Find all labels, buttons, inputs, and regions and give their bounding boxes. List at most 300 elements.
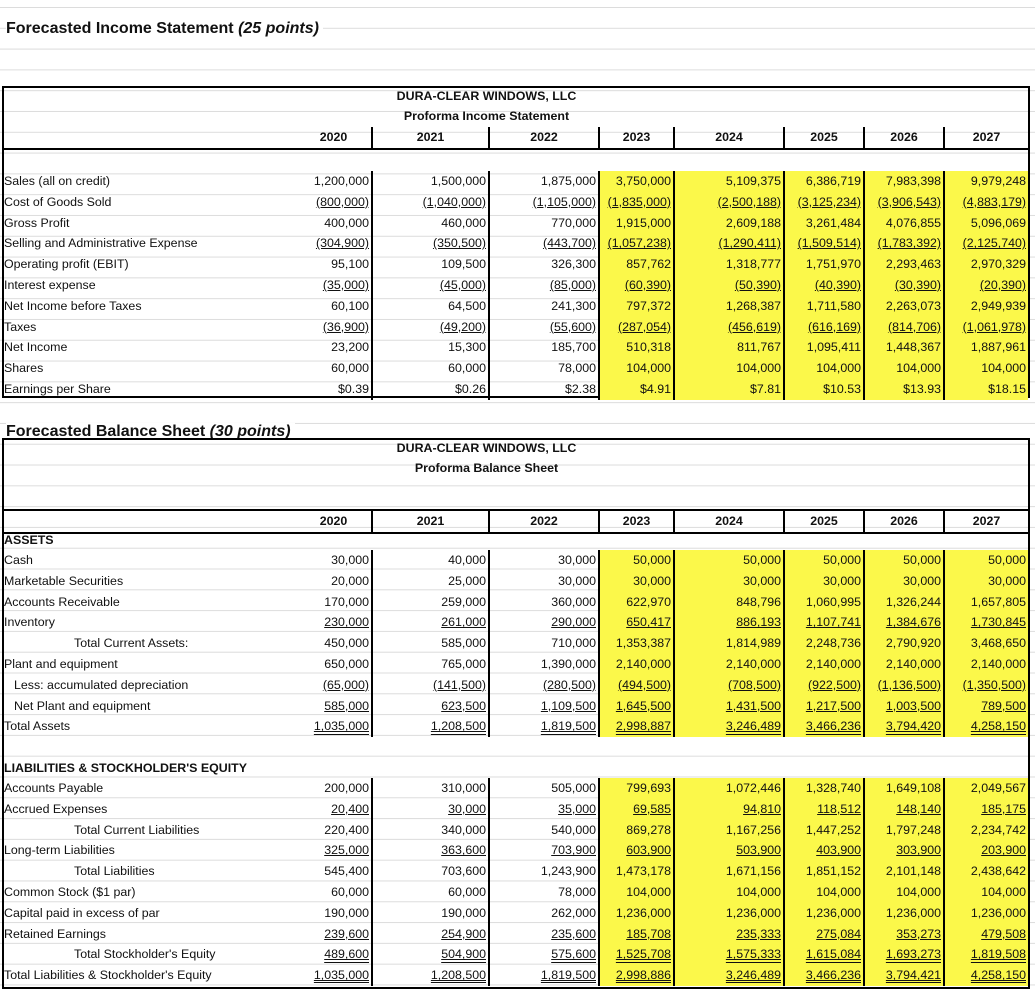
value-cell[interactable] <box>945 317 1028 338</box>
value-cell[interactable] <box>865 799 945 820</box>
value-cell[interactable] <box>675 612 785 633</box>
value-cell[interactable] <box>296 571 373 592</box>
value-cell[interactable] <box>865 275 945 296</box>
value-cell[interactable] <box>373 778 490 799</box>
value-text: 1,431,500 <box>725 698 781 713</box>
value-cell[interactable] <box>600 337 675 358</box>
value-cell[interactable] <box>490 799 600 820</box>
value-text: 1,671,156 <box>725 864 781 879</box>
value-cell[interactable] <box>785 379 865 400</box>
value-cell[interactable] <box>675 275 785 296</box>
value-cell[interactable] <box>945 778 1028 799</box>
value-cell[interactable] <box>490 903 600 924</box>
value-cell[interactable] <box>600 592 675 613</box>
value-cell[interactable] <box>675 882 785 903</box>
value-text: 1,797,248 <box>885 822 941 837</box>
value-cell[interactable] <box>600 716 675 737</box>
value-text: 30,000 <box>558 553 596 567</box>
value-text: 1,003,500 <box>885 698 941 713</box>
value-cell[interactable] <box>675 696 785 717</box>
value-cell[interactable] <box>600 924 675 945</box>
value-cell[interactable] <box>945 696 1028 717</box>
value-cell[interactable] <box>296 550 373 571</box>
value-cell[interactable] <box>785 633 865 654</box>
value-cell[interactable] <box>296 233 373 254</box>
value-cell[interactable] <box>785 944 865 965</box>
value-cell[interactable] <box>296 213 373 234</box>
value-cell[interactable] <box>785 317 865 338</box>
value-cell[interactable] <box>945 861 1028 882</box>
value-cell[interactable] <box>785 924 865 945</box>
value-cell[interactable] <box>296 944 373 965</box>
value-cell[interactable] <box>490 233 600 254</box>
value-cell[interactable] <box>785 903 865 924</box>
value-cell[interactable] <box>865 861 945 882</box>
value-cell[interactable] <box>785 654 865 675</box>
value-cell[interactable] <box>373 903 490 924</box>
value-cell[interactable] <box>945 944 1028 965</box>
value-cell[interactable] <box>373 799 490 820</box>
value-cell[interactable] <box>785 213 865 234</box>
value-cell[interactable] <box>296 716 373 737</box>
value-cell[interactable] <box>865 171 945 192</box>
value-text: 170,000 <box>324 594 369 609</box>
value-cell[interactable] <box>675 550 785 571</box>
value-cell[interactable] <box>675 337 785 358</box>
value-cell[interactable] <box>600 944 675 965</box>
value-text: 118,512 <box>817 801 861 816</box>
value-text: 60,000 <box>448 885 486 899</box>
value-cell[interactable] <box>945 882 1028 903</box>
value-cell[interactable] <box>296 612 373 633</box>
value-cell[interactable] <box>490 592 600 613</box>
value-cell[interactable] <box>296 675 373 696</box>
value-text: 94,810 <box>743 801 781 816</box>
value-cell[interactable] <box>373 612 490 633</box>
value-cell[interactable] <box>945 675 1028 696</box>
value-cell[interactable] <box>296 861 373 882</box>
value-cell[interactable] <box>600 696 675 717</box>
value-cell[interactable] <box>785 550 865 571</box>
value-cell[interactable] <box>675 571 785 592</box>
value-cell[interactable] <box>373 379 490 400</box>
value-cell[interactable] <box>865 592 945 613</box>
value-cell[interactable] <box>785 275 865 296</box>
value-cell[interactable] <box>945 716 1028 737</box>
value-text: (45,000) <box>439 278 486 292</box>
value-cell[interactable] <box>373 358 490 379</box>
value-cell[interactable] <box>600 654 675 675</box>
value-text: 489,600 <box>324 947 369 962</box>
year-header: 2022 <box>490 511 600 532</box>
value-cell[interactable] <box>785 254 865 275</box>
value-cell[interactable] <box>865 696 945 717</box>
value-cell[interactable] <box>490 317 600 338</box>
value-cell[interactable] <box>490 924 600 945</box>
value-cell[interactable] <box>296 840 373 861</box>
value-cell[interactable] <box>490 633 600 654</box>
table-row <box>0 254 1030 275</box>
value-cell[interactable] <box>785 716 865 737</box>
value-cell[interactable] <box>373 592 490 613</box>
value-cell[interactable] <box>600 317 675 338</box>
value-cell[interactable] <box>865 965 945 986</box>
value-cell[interactable] <box>945 550 1028 571</box>
value-cell[interactable] <box>865 612 945 633</box>
value-cell[interactable] <box>373 861 490 882</box>
value-cell[interactable] <box>865 654 945 675</box>
value-cell[interactable] <box>373 965 490 986</box>
value-cell[interactable] <box>373 924 490 945</box>
table-row <box>0 592 1030 613</box>
value-cell[interactable] <box>785 571 865 592</box>
value-text: 60,000 <box>331 361 369 376</box>
value-cell[interactable] <box>373 233 490 254</box>
value-cell[interactable] <box>785 696 865 717</box>
value-cell[interactable] <box>600 799 675 820</box>
value-cell[interactable] <box>373 213 490 234</box>
value-cell[interactable] <box>373 696 490 717</box>
value-cell[interactable] <box>600 820 675 841</box>
value-cell[interactable] <box>296 358 373 379</box>
value-cell[interactable] <box>865 675 945 696</box>
value-text: 1,236,000 <box>615 905 671 920</box>
value-cell[interactable] <box>373 944 490 965</box>
value-cell[interactable] <box>945 192 1028 213</box>
table-row <box>0 903 1030 924</box>
value-cell[interactable] <box>490 840 600 861</box>
value-text: 6,386,719 <box>805 174 861 188</box>
value-cell[interactable] <box>865 317 945 338</box>
value-cell[interactable] <box>785 592 865 613</box>
value-cell[interactable] <box>675 379 785 400</box>
table-row <box>0 820 1030 841</box>
value-cell[interactable] <box>945 337 1028 358</box>
value-text: $13.93 <box>903 382 941 396</box>
value-text: $7.81 <box>749 382 781 396</box>
value-cell[interactable] <box>373 882 490 903</box>
value-text: 3,261,484 <box>805 215 861 230</box>
value-cell[interactable] <box>490 675 600 696</box>
value-cell[interactable] <box>945 254 1028 275</box>
value-cell[interactable] <box>600 171 675 192</box>
value-text: 2,998,887 <box>615 719 671 734</box>
value-cell[interactable] <box>490 358 600 379</box>
value-cell[interactable] <box>373 296 490 317</box>
value-cell[interactable] <box>296 379 373 400</box>
value-cell[interactable] <box>490 379 600 400</box>
year-header: 2025 <box>785 511 865 532</box>
value-cell[interactable] <box>600 571 675 592</box>
value-text: 60,000 <box>331 885 369 899</box>
value-cell[interactable] <box>675 633 785 654</box>
value-cell[interactable] <box>865 882 945 903</box>
value-cell[interactable] <box>296 171 373 192</box>
value-cell[interactable] <box>865 903 945 924</box>
value-cell[interactable] <box>675 296 785 317</box>
value-cell[interactable] <box>675 840 785 861</box>
value-cell[interactable] <box>945 633 1028 654</box>
value-cell[interactable] <box>600 358 675 379</box>
value-cell[interactable] <box>785 358 865 379</box>
value-cell[interactable] <box>373 550 490 571</box>
value-cell[interactable] <box>296 633 373 654</box>
value-cell[interactable] <box>675 944 785 965</box>
value-cell[interactable] <box>296 882 373 903</box>
value-cell[interactable] <box>675 254 785 275</box>
value-cell[interactable] <box>490 612 600 633</box>
value-cell[interactable] <box>490 820 600 841</box>
value-cell[interactable] <box>490 965 600 986</box>
value-text: 310,000 <box>441 781 486 795</box>
value-cell[interactable] <box>373 571 490 592</box>
value-text: 3,750,000 <box>615 174 671 188</box>
value-cell[interactable] <box>490 550 600 571</box>
value-cell[interactable] <box>865 840 945 861</box>
value-cell[interactable] <box>490 275 600 296</box>
value-cell[interactable] <box>865 192 945 213</box>
value-text: $0.26 <box>454 382 486 396</box>
value-cell[interactable] <box>675 233 785 254</box>
value-text: (1,136,500) <box>877 677 941 692</box>
value-cell[interactable] <box>373 171 490 192</box>
value-cell[interactable] <box>945 213 1028 234</box>
value-cell[interactable] <box>865 337 945 358</box>
value-cell[interactable] <box>865 716 945 737</box>
year-header: 2027 <box>972 130 1001 144</box>
value-cell[interactable] <box>785 675 865 696</box>
value-cell[interactable] <box>945 654 1028 675</box>
value-cell[interactable] <box>675 358 785 379</box>
value-cell[interactable] <box>296 820 373 841</box>
value-text: 60,000 <box>448 361 486 376</box>
value-text: 23,200 <box>331 340 369 355</box>
value-text: (1,509,514) <box>797 236 861 251</box>
value-cell[interactable] <box>490 882 600 903</box>
value-cell[interactable] <box>945 924 1028 945</box>
value-cell[interactable] <box>675 861 785 882</box>
year-header: 2021 <box>373 511 490 532</box>
value-cell[interactable] <box>675 799 785 820</box>
value-text: (922,500) <box>807 677 861 692</box>
value-cell[interactable] <box>600 379 675 400</box>
value-cell[interactable] <box>675 903 785 924</box>
value-cell[interactable] <box>373 254 490 275</box>
year-header: 2026 <box>865 511 945 532</box>
value-cell[interactable] <box>865 379 945 400</box>
value-cell[interactable] <box>490 213 600 234</box>
value-cell[interactable] <box>490 944 600 965</box>
value-cell[interactable] <box>785 296 865 317</box>
value-cell[interactable] <box>490 861 600 882</box>
value-cell[interactable] <box>373 633 490 654</box>
value-cell[interactable] <box>865 633 945 654</box>
value-text: 2,049,567 <box>970 781 1026 795</box>
value-cell[interactable] <box>785 882 865 903</box>
value-cell[interactable] <box>785 171 865 192</box>
value-cell[interactable] <box>865 358 945 379</box>
value-cell[interactable] <box>945 171 1028 192</box>
value-cell[interactable] <box>296 778 373 799</box>
value-text: 20,000 <box>331 573 369 588</box>
value-cell[interactable] <box>373 716 490 737</box>
value-cell[interactable] <box>296 317 373 338</box>
value-cell[interactable] <box>675 592 785 613</box>
year-header: 2020 <box>296 127 373 148</box>
value-cell[interactable] <box>865 571 945 592</box>
value-cell[interactable] <box>296 965 373 986</box>
value-cell[interactable] <box>296 254 373 275</box>
value-cell[interactable] <box>945 612 1028 633</box>
value-cell[interactable] <box>865 296 945 317</box>
value-cell[interactable] <box>373 317 490 338</box>
value-cell[interactable] <box>785 965 865 986</box>
value-cell[interactable] <box>945 820 1028 841</box>
value-text: 104,000 <box>736 885 781 899</box>
value-text: (1,061,978) <box>962 319 1026 334</box>
value-text: $2.38 <box>564 382 596 396</box>
value-cell[interactable] <box>785 799 865 820</box>
value-cell[interactable] <box>600 882 675 903</box>
value-cell[interactable] <box>675 820 785 841</box>
value-cell[interactable] <box>296 192 373 213</box>
value-cell[interactable] <box>296 337 373 358</box>
value-cell[interactable] <box>785 337 865 358</box>
value-cell[interactable] <box>490 716 600 737</box>
value-cell[interactable] <box>865 233 945 254</box>
value-cell[interactable] <box>865 254 945 275</box>
value-cell[interactable] <box>675 317 785 338</box>
value-cell[interactable] <box>945 358 1028 379</box>
value-cell[interactable] <box>296 296 373 317</box>
value-cell[interactable] <box>373 840 490 861</box>
value-cell[interactable] <box>945 275 1028 296</box>
value-cell[interactable] <box>490 571 600 592</box>
year-header: 2023 <box>600 127 675 148</box>
value-cell[interactable] <box>490 296 600 317</box>
value-cell[interactable] <box>865 550 945 571</box>
value-cell[interactable] <box>675 778 785 799</box>
value-cell[interactable] <box>675 924 785 945</box>
value-cell[interactable] <box>675 675 785 696</box>
value-cell[interactable] <box>945 799 1028 820</box>
value-cell[interactable] <box>373 275 490 296</box>
value-text: 69,585 <box>633 801 671 816</box>
value-cell[interactable] <box>785 861 865 882</box>
value-cell[interactable] <box>865 944 945 965</box>
value-cell[interactable] <box>785 612 865 633</box>
value-cell[interactable] <box>865 213 945 234</box>
value-text: 104,000 <box>896 885 941 899</box>
value-text: 2,609,188 <box>725 215 781 230</box>
value-cell[interactable] <box>945 379 1028 400</box>
value-cell[interactable] <box>373 820 490 841</box>
value-cell[interactable] <box>945 903 1028 924</box>
value-cell[interactable] <box>373 337 490 358</box>
value-cell[interactable] <box>600 296 675 317</box>
value-cell[interactable] <box>675 171 785 192</box>
value-text: 460,000 <box>441 215 486 230</box>
value-cell[interactable] <box>600 861 675 882</box>
value-cell[interactable] <box>490 192 600 213</box>
value-cell[interactable] <box>600 275 675 296</box>
value-cell[interactable] <box>296 696 373 717</box>
value-cell[interactable] <box>296 799 373 820</box>
value-cell[interactable] <box>600 213 675 234</box>
value-cell[interactable] <box>600 778 675 799</box>
value-cell[interactable] <box>945 965 1028 986</box>
value-cell[interactable] <box>490 654 600 675</box>
value-cell[interactable] <box>490 337 600 358</box>
table-row <box>0 296 1030 317</box>
value-cell[interactable] <box>600 233 675 254</box>
value-cell[interactable] <box>675 192 785 213</box>
value-cell[interactable] <box>600 633 675 654</box>
value-cell[interactable] <box>945 296 1028 317</box>
year-header: 2026 <box>865 127 945 148</box>
value-text: 104,000 <box>816 361 861 376</box>
value-cell[interactable] <box>296 592 373 613</box>
value-cell[interactable] <box>865 778 945 799</box>
value-cell[interactable] <box>600 965 675 986</box>
value-cell[interactable] <box>675 213 785 234</box>
value-cell[interactable] <box>600 840 675 861</box>
value-cell[interactable] <box>785 840 865 861</box>
value-text: 5,109,375 <box>725 174 781 188</box>
value-cell[interactable] <box>600 903 675 924</box>
value-cell[interactable] <box>865 924 945 945</box>
value-cell[interactable] <box>785 192 865 213</box>
value-cell[interactable] <box>945 840 1028 861</box>
value-cell[interactable] <box>600 254 675 275</box>
value-text: 1,107,741 <box>805 615 861 630</box>
value-cell[interactable] <box>490 696 600 717</box>
value-cell[interactable] <box>945 571 1028 592</box>
value-text: 1,473,178 <box>615 864 671 879</box>
value-text: (1,350,500) <box>962 677 1026 692</box>
value-cell[interactable] <box>296 903 373 924</box>
value-cell[interactable] <box>675 654 785 675</box>
value-cell[interactable] <box>785 778 865 799</box>
value-cell[interactable] <box>600 675 675 696</box>
value-cell[interactable] <box>490 778 600 799</box>
value-cell[interactable] <box>945 592 1028 613</box>
value-cell[interactable] <box>373 192 490 213</box>
value-text: 1,236,000 <box>885 905 941 920</box>
value-cell[interactable] <box>600 612 675 633</box>
value-cell[interactable] <box>296 924 373 945</box>
row-label: Retained Earnings <box>4 926 106 941</box>
value-cell[interactable] <box>785 820 865 841</box>
value-cell[interactable] <box>373 675 490 696</box>
value-cell[interactable] <box>865 820 945 841</box>
value-cell[interactable] <box>490 254 600 275</box>
value-cell[interactable] <box>675 965 785 986</box>
value-text: 50,000 <box>633 553 671 567</box>
value-cell[interactable] <box>675 716 785 737</box>
value-cell[interactable] <box>600 192 675 213</box>
value-cell[interactable] <box>296 654 373 675</box>
value-cell[interactable] <box>945 233 1028 254</box>
value-text: 1,693,273 <box>885 947 941 962</box>
value-cell[interactable] <box>373 654 490 675</box>
value-cell[interactable] <box>785 233 865 254</box>
value-text: 1,575,333 <box>725 947 781 962</box>
value-cell[interactable] <box>490 171 600 192</box>
value-cell[interactable] <box>600 550 675 571</box>
value-text: 261,000 <box>441 615 486 630</box>
value-cell[interactable] <box>296 275 373 296</box>
